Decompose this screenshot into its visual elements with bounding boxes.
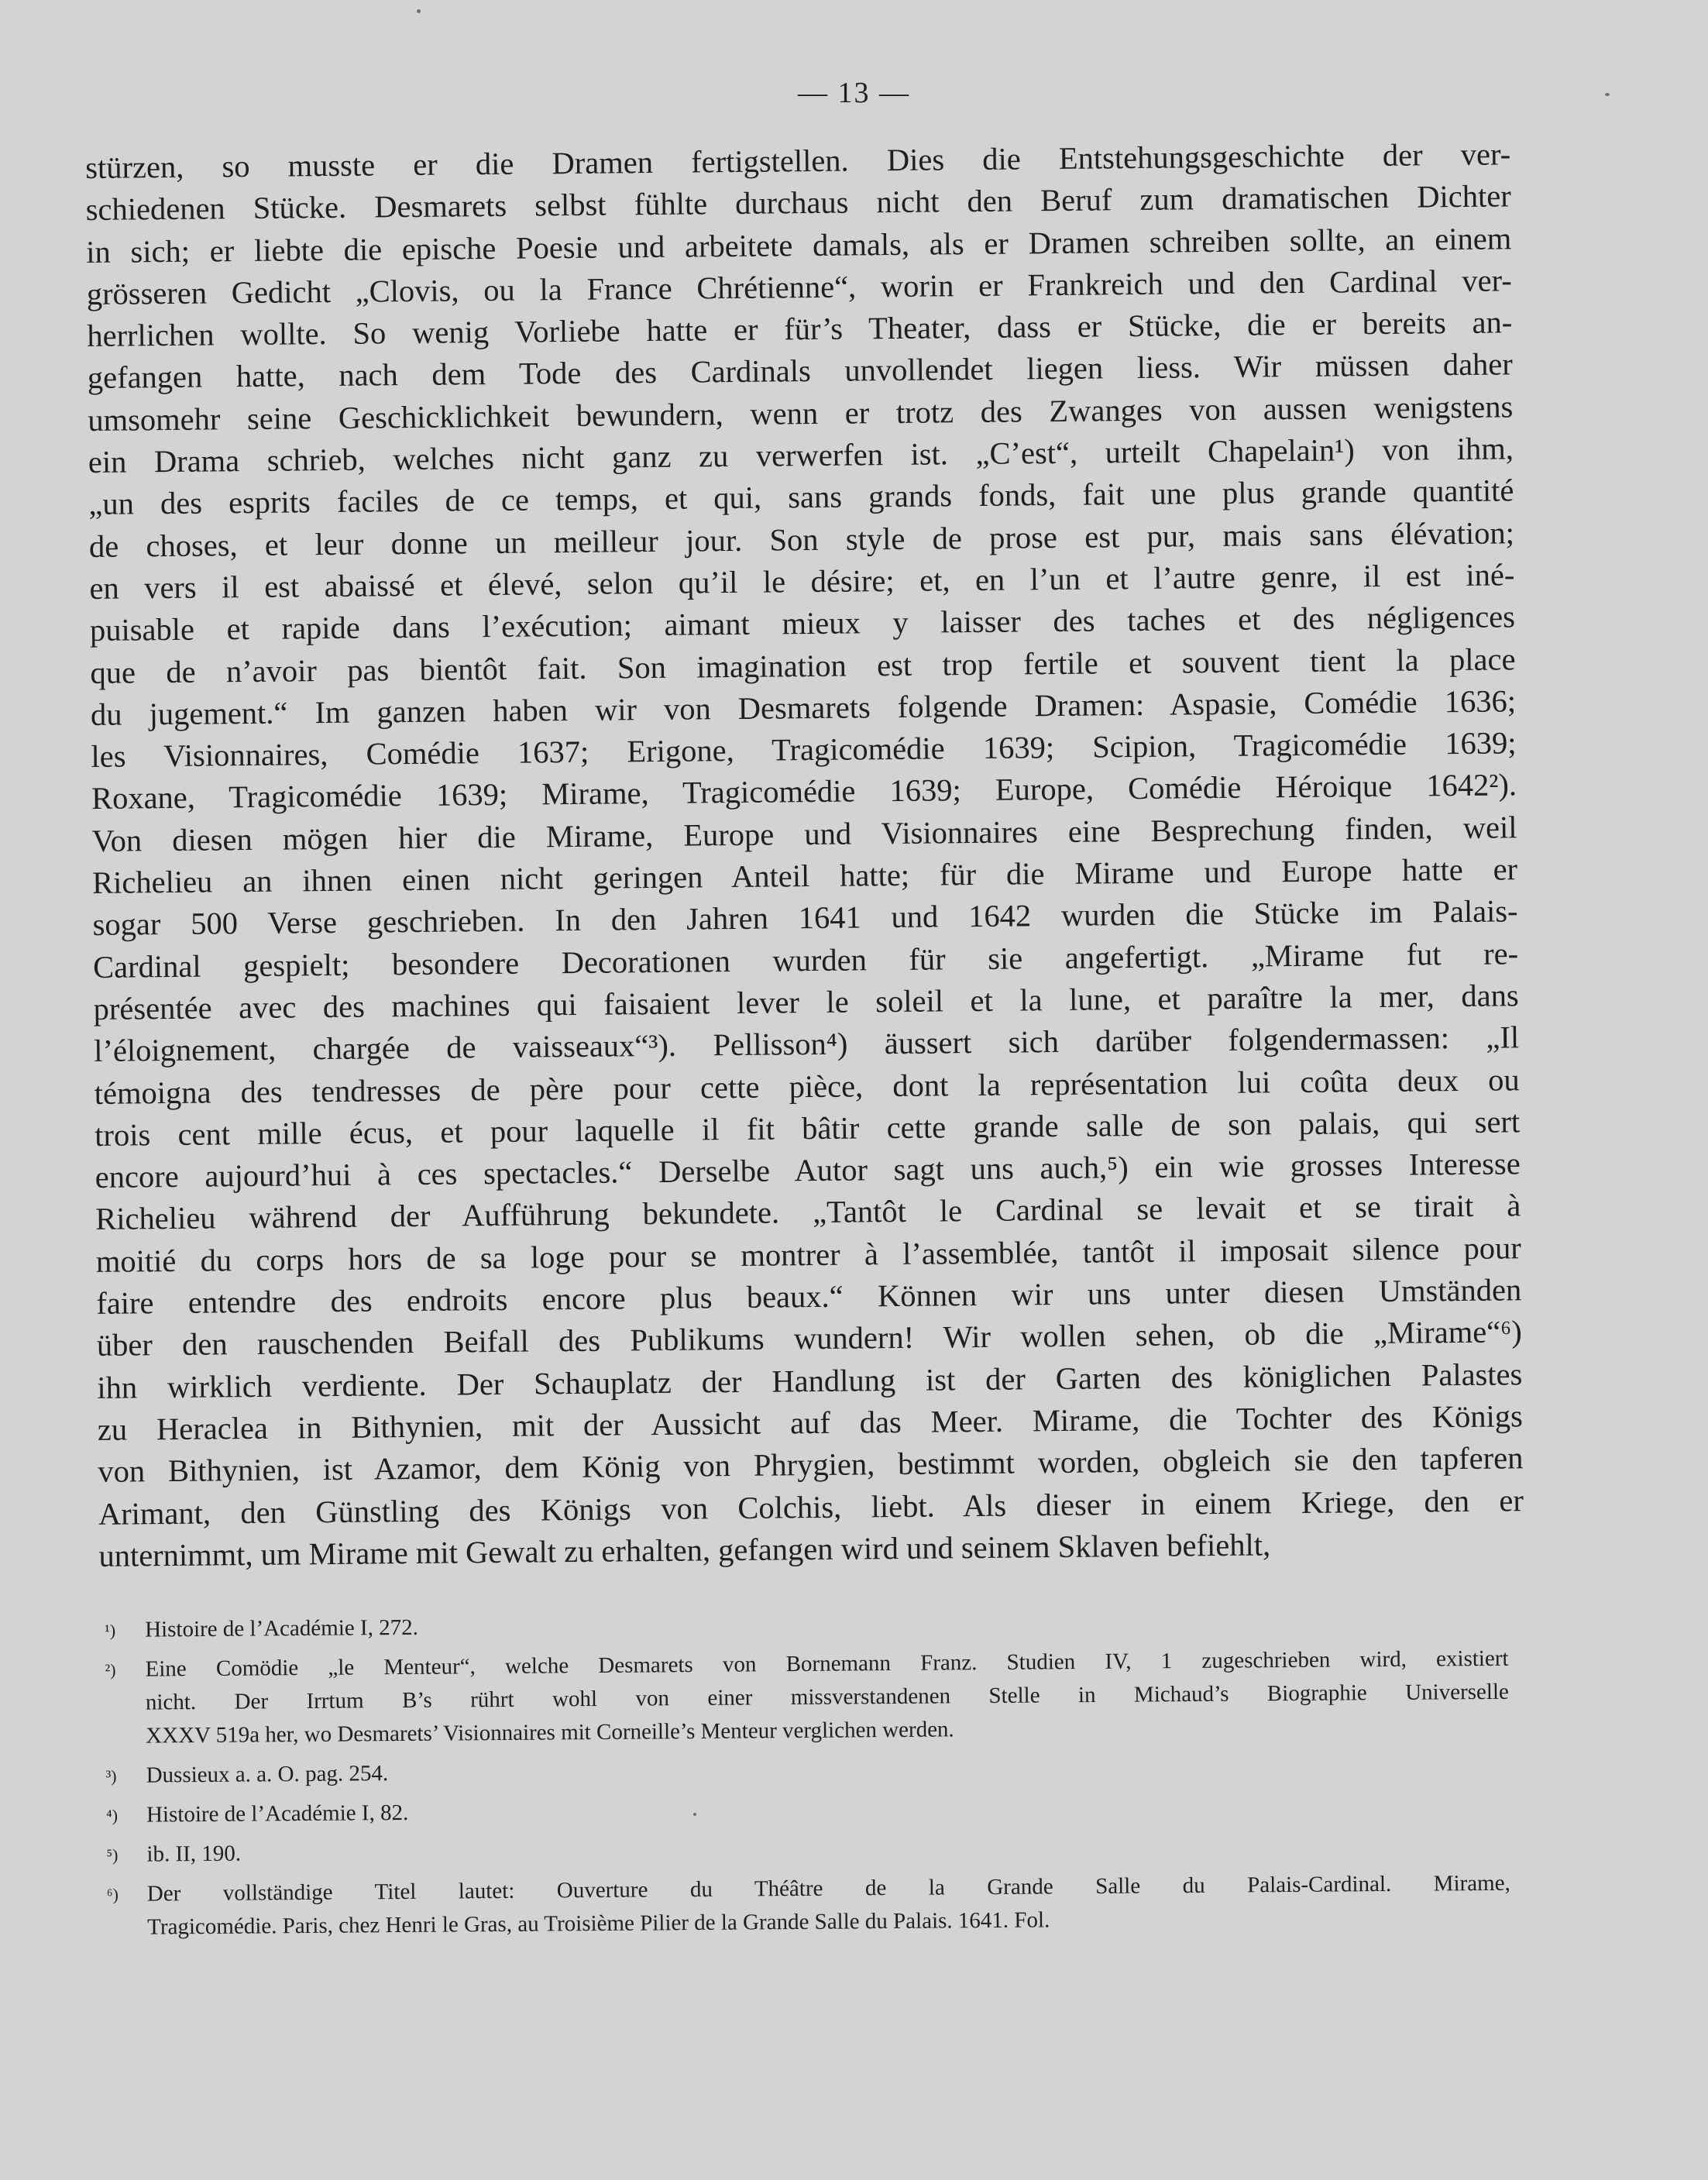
body-line: Richelieu an ihnen einen nicht geringen Anteil hatte; für die Mirame und Europe hatte er — [91, 851, 1518, 901]
body-line: grösseren Gedicht „Clovis, ou la France Chrétienne“, worin er Frankreich und den Cardinal ver- — [86, 263, 1512, 311]
body-line: ein Drama schrieb, welches nicht ganz zu verwerfen ist. „C’est“, urteilt Chapelain¹) von ihm, — [88, 431, 1514, 480]
body-line: de choses, et leur donne un meilleur jour. Son style de prose est pur, mais sans élévation; — [88, 514, 1515, 564]
footnote-mark: ²) — [105, 1659, 116, 1680]
body-line: en vers il est abaissé et élevé, selon qu’il le désire; et, en l’un et l’autre genre, il est iné- — [89, 557, 1515, 606]
footnote — [105, 1748, 1509, 1793]
body-line: Arimant, den Günstling des Königs von Colchis, liebt. Als dieser in einem Kriege, den er — [98, 1482, 1524, 1532]
body-line: les Visionnaires, Comédie 1637; Erigone, Tragicomédie 1639; Scipion, Tragicomédie 1639; — [91, 725, 1517, 775]
body-line: sogar 500 Verse geschrieben. In den Jahren 1641 und 1642 wurden die Stücke im Palais- — [92, 893, 1518, 943]
body-line: Richelieu während der Aufführung bekundete. „Tantôt le Cardinal se levait et se tirait à — [95, 1188, 1521, 1237]
body-line: que de n’avoir pas bientôt fait. Son imagination est trop fertile et souvent tient la place — [90, 641, 1516, 690]
footnote-line: ib. II, 190. — [146, 1841, 242, 1867]
body-line: herrlichen wollte. So wenig Vorliebe hatte er für’s Theater, dass er Stücke, die er bereits an- — [87, 304, 1513, 354]
footnote — [107, 1867, 1511, 1944]
body-line: ihn wirklich verdiente. Der Schauplatz der Handlung ist der Garten des königlichen Palastes — [97, 1356, 1523, 1405]
body-line: gefangen hatte, nach dem Tode des Cardinals unvollendet liegen liess. Wir müssen daher — [87, 346, 1513, 396]
footnote-line: Eine Comödie „le Menteur“, welche Desmarets von Bornemann Franz. Studien IV, 1 zugeschrieben wird, existiert — [145, 1645, 1509, 1682]
body-line: faire entendre des endroits encore plus beaux.“ Können wir uns unter diesen Umständen — [96, 1272, 1522, 1321]
body-line: présentée avec des machines qui faisaient lever le soleil et la lune, et paraître la mer, dans — [93, 978, 1519, 1026]
body-line: unternimmt, um Mirame mit Gewalt zu erhalten, gefangen wird und seinem Sklaven befiehlt, — [98, 1527, 1271, 1573]
footnote-mark: ⁴) — [105, 1805, 119, 1825]
footnote-line: XXXV 519a her, wo Desmarets’ Visionnaires mit Corneille’s Menteur verglichen werden. — [146, 1717, 954, 1748]
footnote-line: Histoire de l’Académie I, 272. — [145, 1614, 418, 1642]
footnote-mark: ⁵) — [106, 1845, 119, 1865]
dust-speck — [693, 1813, 696, 1816]
body-line: schiedenen Stücke. Desmarets selbst fühlte durchaus nicht den Beruf zum dramatischen Dichter — [85, 178, 1511, 228]
body-line: puisable et rapide dans l’exécution; aimant mieux y laisser des taches et des négligences — [89, 599, 1516, 648]
body-line: Roxane, Tragicomédie 1639; Mirame, Tragicomédie 1639; Europe, Comédie Héroique 1642²). — [91, 767, 1517, 817]
footnote — [106, 1788, 1510, 1832]
footnote-line: nicht. Der Irrtum B’s rührt wohl von einer missverstandenen Stelle in Michaud’s Biographie Universelle — [145, 1679, 1509, 1715]
footnote-line: Histoire de l’Académie I, 82. — [146, 1800, 409, 1828]
page-number: — 13 — — [798, 77, 910, 109]
body-line: zu Heraclea in Bithynien, mit der Aussicht auf das Meer. Mirame, die Tochter des Königs — [97, 1398, 1524, 1447]
footnote — [105, 1642, 1509, 1753]
dust-speck — [1605, 93, 1610, 96]
body-line: encore aujourd’hui à ces spectacles.“ Derselbe Autor sagt uns auch,⁵) ein wie grosses Interesse — [95, 1146, 1521, 1195]
body-line: moitié du corps hors de sa loge pour se montrer à l’assemblée, tantôt il imposait silence pour — [95, 1229, 1521, 1279]
footnotes — [105, 1603, 1510, 1951]
body-line: in sich; er liebte die epische Poesie und arbeitete damals, als er Dramen schreiben sollte, an einem — [86, 220, 1512, 270]
body-line: stürzen, so musste er die Dramen fertigstellen. Dies die Entstehungsgeschichte der ver- — [85, 136, 1511, 185]
footnote — [105, 1603, 1508, 1647]
body-line: „un des esprits faciles de ce temps, et qui, sans grands fonds, fait une plus grande quantité — [88, 473, 1514, 522]
footnote-line: Der vollständige Titel lautet: Ouverture du Théâtre de la Grande Salle du Palais-Cardinal. Mirame, — [146, 1870, 1510, 1907]
footnote-mark: ⁶) — [106, 1884, 119, 1904]
footnote — [106, 1828, 1510, 1872]
footnote-mark: ³) — [105, 1766, 117, 1786]
footnote-line: Tragicomédie. Paris, chez Henri le Gras, au Troisième Pilier de la Grande Salle du Palais. 1641. Fol. — [147, 1907, 1050, 1940]
footnote-mark: ¹) — [105, 1620, 116, 1640]
body-line: témoigna des tendresses de père pour cette pièce, dont la représentation lui coûta deux ou — [94, 1061, 1520, 1111]
body-line: von Bithynien, ist Azamor, dem König von Phrygien, bestimmt worden, obgleich sie den tapferen — [98, 1440, 1524, 1490]
dust-speck — [417, 9, 421, 13]
body-line: umsomehr seine Geschicklichkeit bewundern, wenn er trotz des Zwanges von aussen wenigstens — [88, 389, 1514, 438]
body-line: über den rauschenden Beifall des Publikums wundern! Wir wollen sehen, ob die „Mirame“⁶) — [96, 1314, 1522, 1363]
body-line: Cardinal gespielt; besondere Decorationen wurden für sie angefertigt. „Mirame fut re- — [92, 935, 1519, 985]
body-line: l’éloignement, chargée de vaisseaux“³). Pellisson⁴) äussert sich darüber folgendermassen: „Il — [93, 1020, 1520, 1069]
body-line: trois cent mille écus, et pour laquelle il fit bâtir cette grande salle de son palais, qui sert — [95, 1104, 1521, 1153]
body-line: du jugement.“ Im ganzen haben wir von Desmarets folgende Dramen: Aspasie, Comédie 1636; — [90, 683, 1517, 732]
body-line: Von diesen mögen hier die Mirame, Europe und Visionnaires eine Besprechung finden, weil — [91, 810, 1517, 858]
body-text — [85, 133, 1524, 1577]
footnote-line: Dussieux a. a. O. pag. 254. — [146, 1761, 389, 1788]
